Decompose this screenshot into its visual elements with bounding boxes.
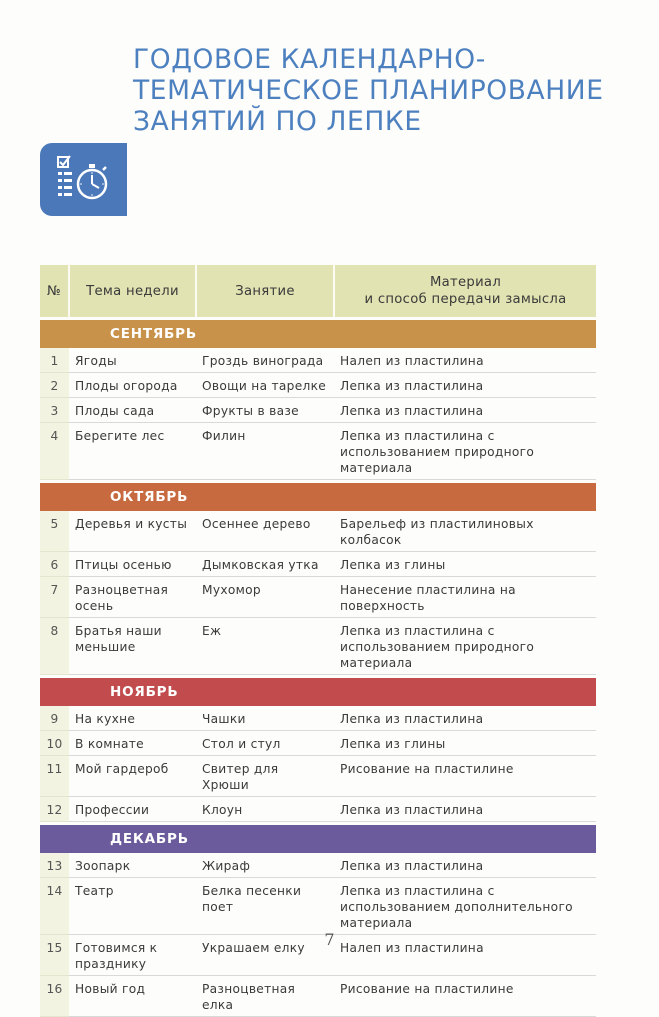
week-topic: На кухне (69, 706, 196, 731)
lesson-name: Осеннее дерево (196, 511, 334, 552)
table-row (40, 976, 596, 1017)
week-topic: Берегите лес (69, 423, 196, 480)
table-row (40, 853, 596, 878)
table-row (40, 797, 596, 822)
material-method: Лепка из пластилина (334, 706, 596, 731)
material-method: Лепка из пластилина (334, 398, 596, 423)
title-line-1: ГОДОВОЕ КАЛЕНДАРНО- (133, 44, 486, 75)
month-name: ДЕКАБРЬ (110, 831, 189, 847)
month-name: НОЯБРЬ (110, 684, 179, 700)
month-header-cell (40, 825, 596, 853)
lesson-number: 12 (40, 797, 69, 822)
week-topic: Ягоды (69, 348, 196, 373)
week-topic: Профессии (69, 797, 196, 822)
lesson-name: Украшаем елку (196, 935, 334, 976)
month-header-cell (40, 483, 596, 511)
lesson-name: Клоун (196, 797, 334, 822)
lesson-name: Разноцветная елка (196, 976, 334, 1017)
table-row (40, 511, 596, 552)
month-name: СЕНТЯБРЬ (110, 326, 197, 342)
lesson-name: Жираф (196, 853, 334, 878)
material-method: Лепка из пластилина с использованием дополнительного материала (334, 878, 596, 935)
lesson-number: 13 (40, 853, 69, 878)
material-method: Лепка из глины (334, 552, 596, 577)
table-row (40, 878, 596, 935)
material-method: Лепка из пластилина (334, 853, 596, 878)
table-header-row (40, 265, 596, 317)
material-method: Лепка из пластилина с использованием природного материала (334, 423, 596, 480)
month-header-row (40, 825, 596, 853)
title-line-3: ЗАНЯТИЙ ПО ЛЕПКЕ (133, 106, 422, 137)
week-topic: Деревья и кусты (69, 511, 196, 552)
lesson-number: 9 (40, 706, 69, 731)
lesson-number: 1 (40, 348, 69, 373)
lesson-name: Чашки (196, 706, 334, 731)
lesson-number: 10 (40, 731, 69, 756)
table-row (40, 618, 596, 675)
lesson-number: 5 (40, 511, 69, 552)
lesson-name: Свитер для Хрюши (196, 756, 334, 797)
lesson-name: Гроздь винограда (196, 348, 334, 373)
lesson-number: 2 (40, 373, 69, 398)
material-method: Лепка из пластилина (334, 373, 596, 398)
table-row (40, 731, 596, 756)
header-material-text: Материал и способ передачи замысла (364, 275, 567, 307)
material-method: Нанесение пластилина на поверхность (334, 577, 596, 618)
month-header-cell (40, 678, 596, 706)
table-row (40, 706, 596, 731)
title-line-2: ТЕМАТИЧЕСКОЕ ПЛАНИРОВАНИЕ (133, 75, 604, 106)
week-topic: Птицы осенью (69, 552, 196, 577)
month-name: ОКТЯБРЬ (110, 489, 189, 505)
page-title (133, 44, 633, 137)
material-method: Налеп из пластилина (334, 348, 596, 373)
table-row (40, 373, 596, 398)
week-topic: Мой гардероб (69, 756, 196, 797)
week-topic: Разноцветная осень (69, 577, 196, 618)
lesson-number: 14 (40, 878, 69, 935)
week-topic: Плоды сада (69, 398, 196, 423)
header-lesson: Занятие (196, 265, 334, 317)
month-header-row (40, 678, 596, 706)
material-method: Рисование на пластилине (334, 756, 596, 797)
checklist-stopwatch-icon (54, 153, 114, 207)
table-row (40, 756, 596, 797)
month-header-cell (40, 320, 596, 348)
week-topic: Готовимся к празднику (69, 935, 196, 976)
lesson-number: 3 (40, 398, 69, 423)
header-week-topic: Тема недели (69, 265, 196, 317)
lesson-number: 16 (40, 976, 69, 1017)
header-number: № (40, 265, 69, 317)
week-topic: В комнате (69, 731, 196, 756)
lesson-plan-table (40, 265, 596, 1017)
lesson-name: Стол и стул (196, 731, 334, 756)
material-method: Барельеф из пластилиновых колбасок (334, 511, 596, 552)
lesson-name: Мухомор (196, 577, 334, 618)
week-topic: Плоды огорода (69, 373, 196, 398)
table-body (40, 317, 596, 1017)
lesson-name: Дымковская утка (196, 552, 334, 577)
material-method: Лепка из пластилина с использованием природного материала (334, 618, 596, 675)
material-method: Рисование на пластилине (334, 976, 596, 1017)
material-method: Лепка из глины (334, 731, 596, 756)
table-row (40, 423, 596, 480)
lesson-name: Белка песенки поет (196, 878, 334, 935)
month-header-row (40, 483, 596, 511)
lesson-number: 4 (40, 423, 69, 480)
lesson-number: 15 (40, 935, 69, 976)
page-number: 7 (324, 930, 335, 949)
lesson-name: Фрукты в вазе (196, 398, 334, 423)
table-row (40, 398, 596, 423)
week-topic: Братья наши меньшие (69, 618, 196, 675)
week-topic: Новый год (69, 976, 196, 1017)
header-material (334, 265, 596, 317)
lesson-name: Еж (196, 618, 334, 675)
table-row (40, 577, 596, 618)
week-topic: Зоопарк (69, 853, 196, 878)
section-badge (40, 143, 127, 216)
lesson-number: 6 (40, 552, 69, 577)
material-method: Налеп из пластилина (334, 935, 596, 976)
table-row (40, 348, 596, 373)
material-method: Лепка из пластилина (334, 797, 596, 822)
week-topic: Театр (69, 878, 196, 935)
lesson-number: 7 (40, 577, 69, 618)
lesson-name: Овощи на тарелке (196, 373, 334, 398)
lesson-number: 11 (40, 756, 69, 797)
lesson-number: 8 (40, 618, 69, 675)
lesson-name: Филин (196, 423, 334, 480)
month-header-row (40, 320, 596, 348)
table-row (40, 552, 596, 577)
